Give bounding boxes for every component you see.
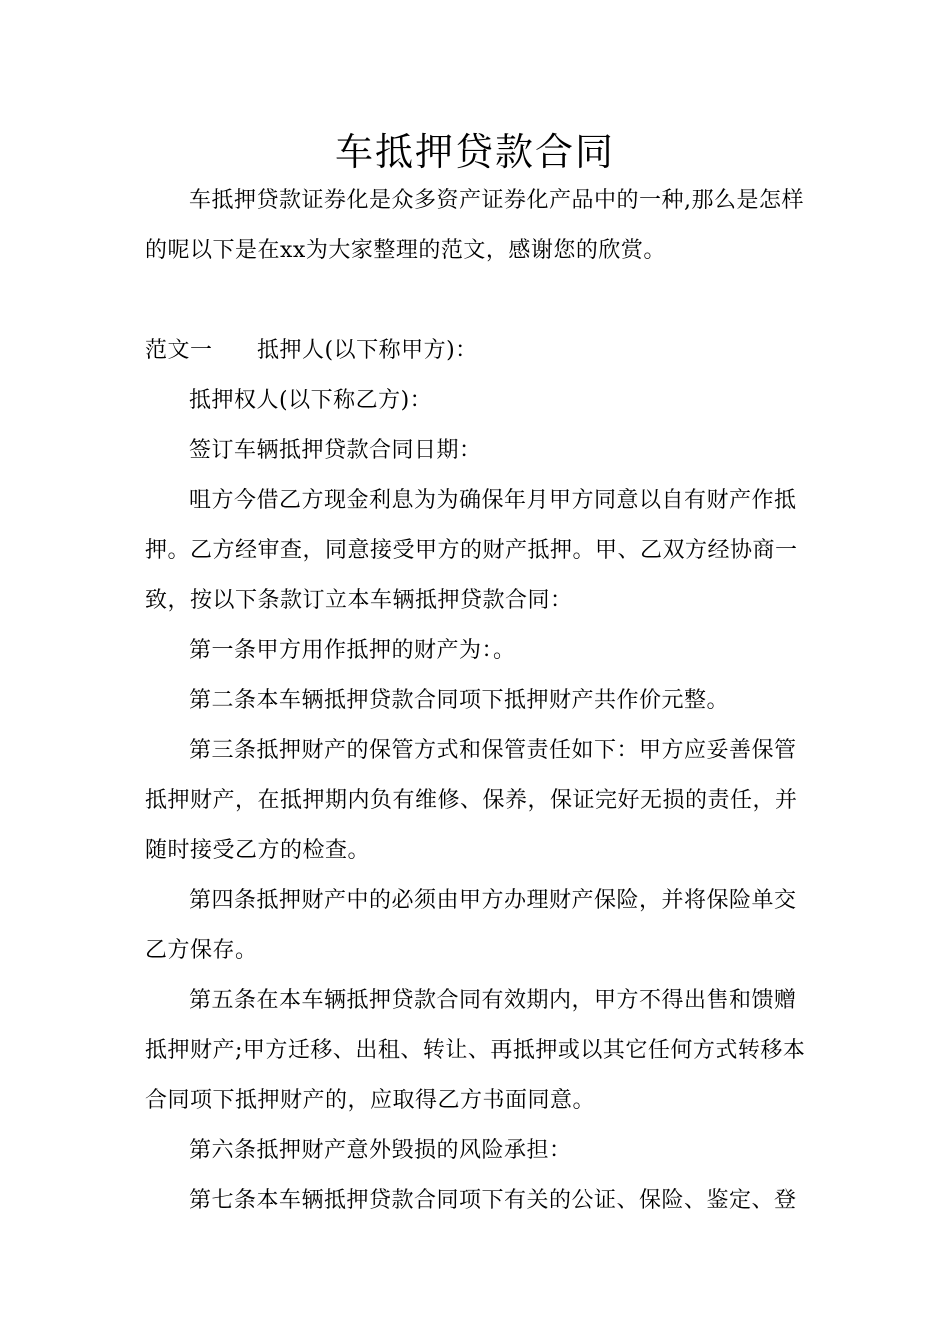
paragraph-pledgor: 抵押人(以下称甲方)： (257, 338, 478, 363)
paragraph-article-2: 第二条本车辆抵押贷款合同项下抵押财产共作价元整。 (189, 688, 730, 713)
paragraph-article-6: 第六条抵押财产意外毁损的风险承担： (189, 1138, 572, 1163)
paragraph-signing-date: 签订车辆抵押贷款合同日期： (189, 438, 482, 463)
paragraph-preamble: 咀方今借乙方现金利息为为确保年月甲方同意以自有财产作抵押。乙方经审查，同意接受甲方的财产抵押。甲、乙双方经协商一致，按以下条款订立本车辆抵押贷款合同： (145, 488, 798, 613)
paragraph-article-7: 第七条本车辆抵押贷款合同项下有关的公证、保险、鉴定、登 (189, 1188, 797, 1213)
section-first-line (145, 326, 807, 376)
paragraph-article-4: 第四条抵押财产中的必须由甲方办理财产保险，并将保险单交乙方保存。 (145, 888, 797, 963)
paragraph-article-3: 第三条抵押财产的保管方式和保管责任如下：甲方应妥善保管抵押财产，在抵押期内负有维修、保养，保证完好无损的责任，并随时接受乙方的检查。 (145, 738, 798, 863)
document-title: 车抵押贷款合同 (334, 130, 615, 174)
paragraph-article-1: 第一条甲方用作抵押的财产为：。 (189, 638, 516, 663)
contract-body (145, 326, 807, 1226)
section-label: 范文一 (145, 338, 213, 363)
paragraph-pledgee: 抵押权人(以下称乙方)： (189, 388, 433, 413)
paragraph-article-5: 第五条在本车辆抵押贷款合同有效期内，甲方不得出售和馈赠抵押财产;甲方迁移、出租、转让、再抵押或以其它任何方式转移本合同项下抵押财产的，应取得乙方书面同意。 (145, 988, 806, 1113)
intro-block (145, 176, 807, 276)
intro-paragraph: 车抵押贷款证券化是众多资产证券化产品中的一种,那么是怎样的呢以下是在xx为大家整理的范文，感谢您的欣赏。 (145, 188, 804, 263)
